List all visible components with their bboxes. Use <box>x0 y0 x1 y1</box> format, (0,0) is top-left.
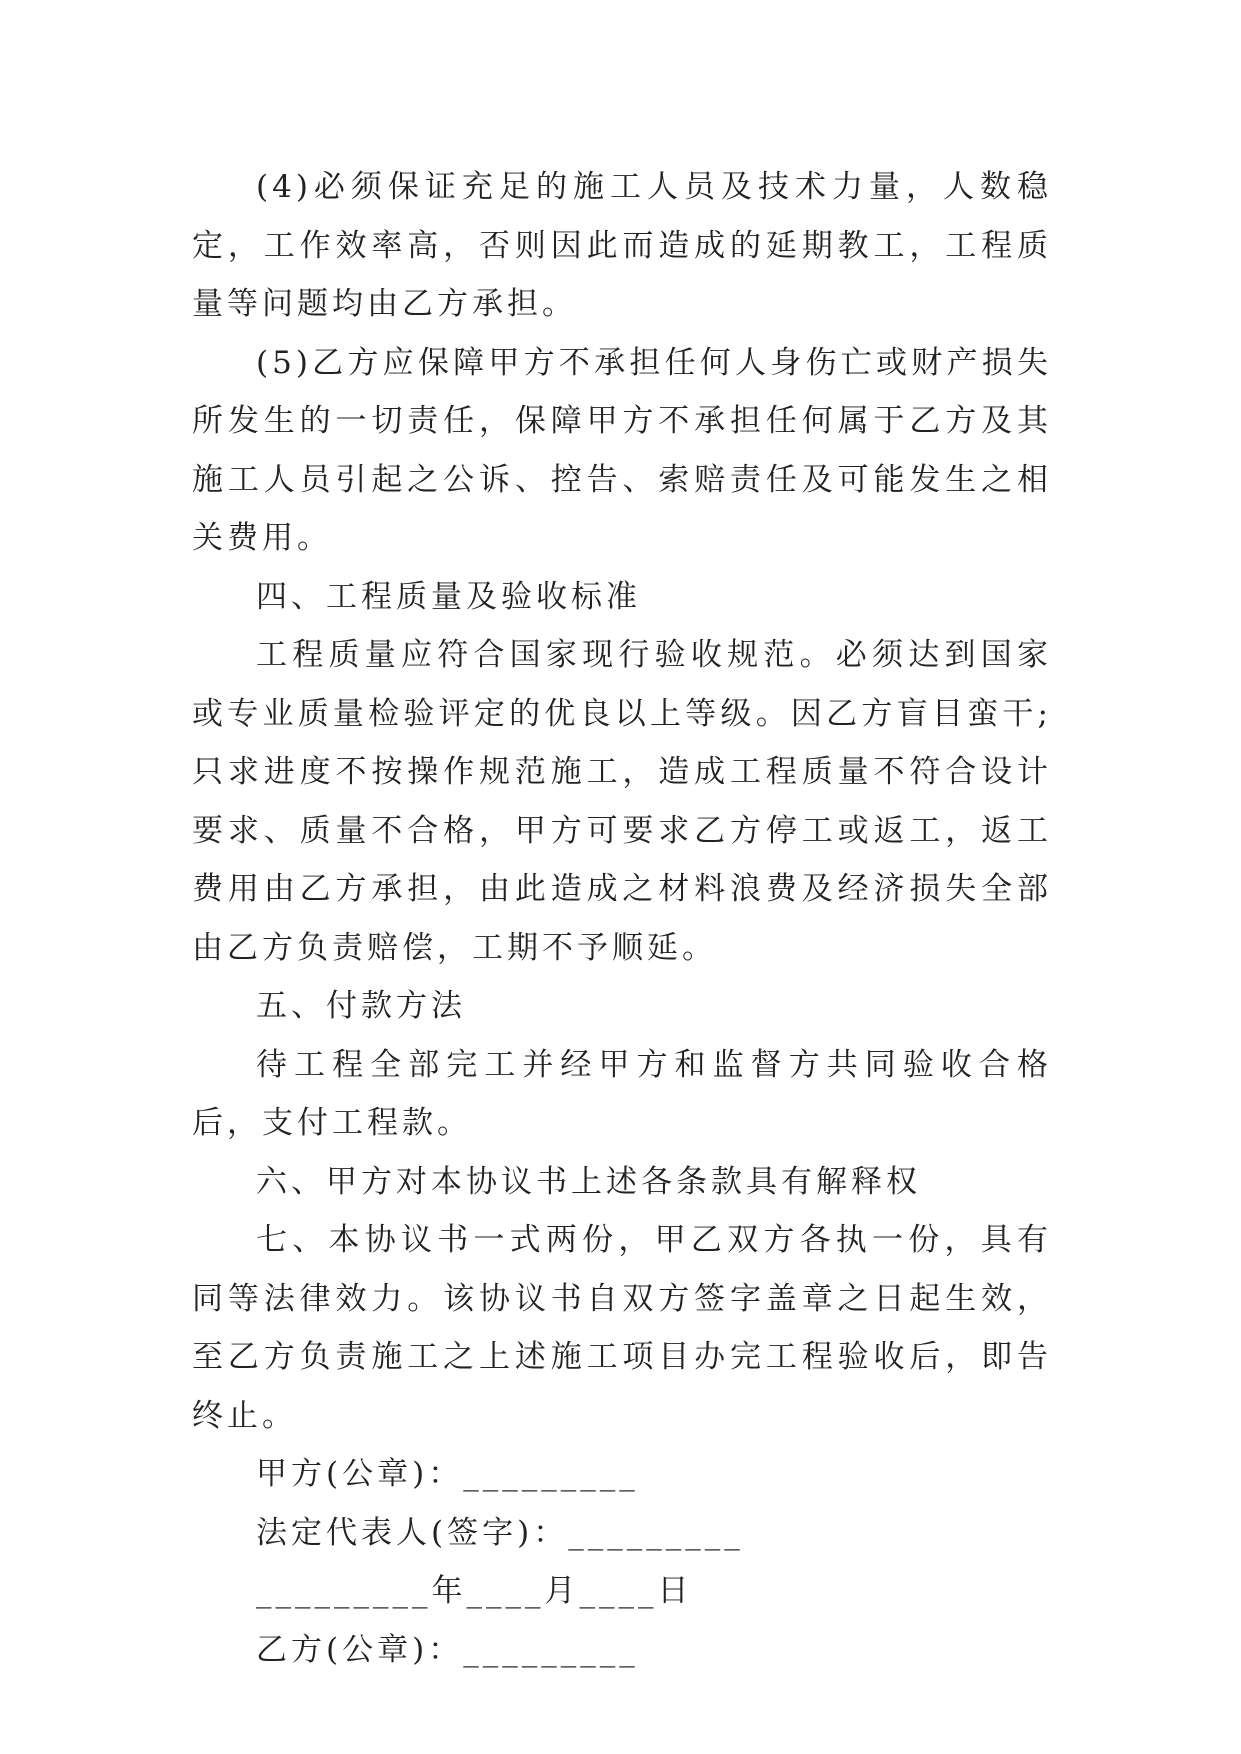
section-heading-interpretation: 六、甲方对本协议书上述各条款具有解释权 <box>256 1163 921 1200</box>
document-body <box>192 158 1052 1679</box>
legal-representative-line: 法定代表人(签字)：_________ <box>256 1514 744 1551</box>
party-a-seal-line: 甲方(公章)：_________ <box>256 1456 639 1492</box>
clause-4: (4)必须保证充足的施工人员及技术力量，人数稳定，工作效率高，否则因此而造成的延期教工，工程质量等问题均由乙方承担。 <box>192 169 1052 322</box>
section-heading-payment: 五、付款方法 <box>256 988 466 1024</box>
section-heading-quality: 四、工程质量及验收标准 <box>256 578 641 615</box>
payment-text: 待工程全部完工并经甲方和监督方共同验收合格后，支付工程款。 <box>192 1046 1052 1141</box>
section-copies-validity: 七、本协议书一式两份，甲乙双方各执一份，具有同等法律效力。该协议书自双方签字盖章之日起生效，至乙方负责施工之上述施工项目办完工程验收后，即告终止。 <box>192 1222 1052 1434</box>
quality-standard-text: 工程质量应符合国家现行验收规范。必须达到国家或专业质量检验评定的优良以上等级。因乙方盲目蛮干;只求进度不按操作规范施工，造成工程质量不符合设计要求、质量不合格，甲方可要求乙方停工或返工，返工费用由乙方承担，由此造成之材料浪费及经济损失全部由乙方负责赔偿，工期不予顺延。 <box>192 637 1052 966</box>
party-b-seal-line: 乙方(公章)：_________ <box>256 1631 639 1668</box>
date-line: _________年____月____日 <box>256 1573 693 1609</box>
clause-5: (5)乙方应保障甲方不承担任何人身伤亡或财产损失所发生的一切责任，保障甲方不承担任何属于乙方及其施工人员引起之公诉、控告、索赔责任及可能发生之相关费用。 <box>192 344 1052 556</box>
